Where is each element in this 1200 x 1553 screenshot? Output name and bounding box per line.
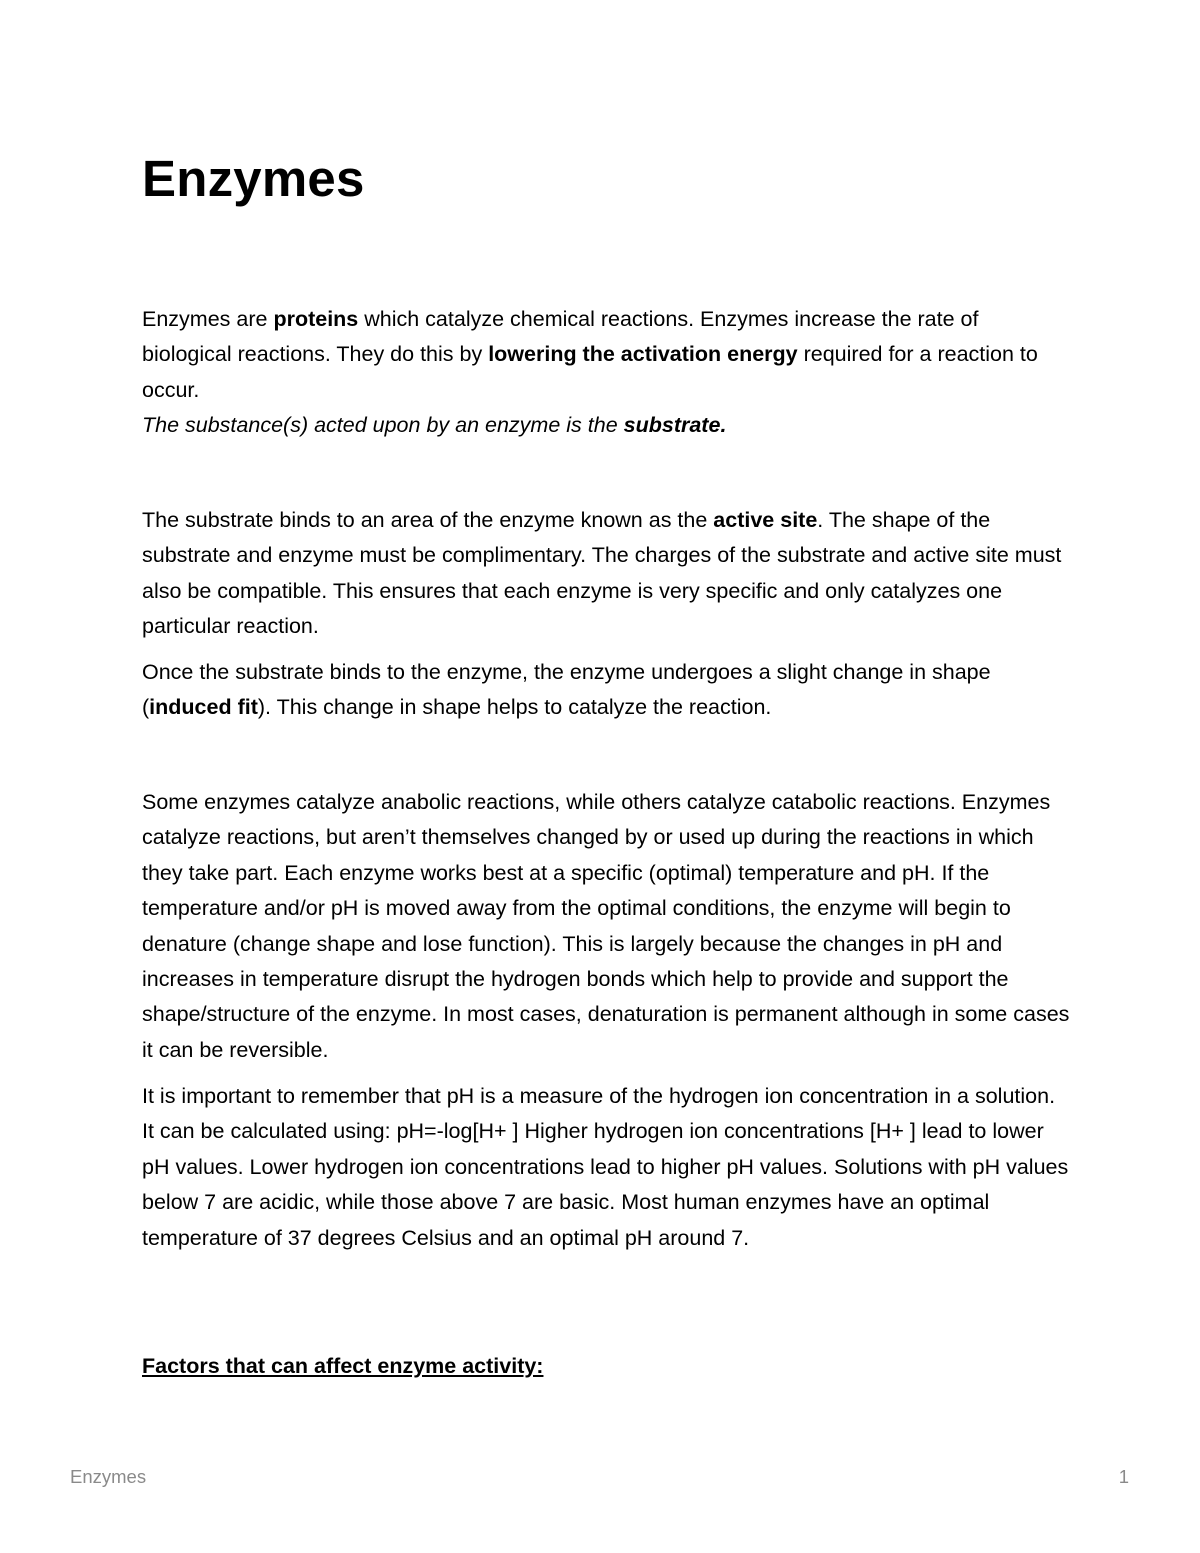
paragraph-substrate-definition <box>142 408 1072 443</box>
active-site-text-1: The substrate binds to an area of the enzyme known as the <box>142 508 714 532</box>
footer-document-name: Enzymes <box>70 1466 147 1487</box>
substrate-bold: substrate <box>623 413 721 437</box>
induced-fit-text-1: Once the substrate binds to the enzyme, the enzyme undergoes a slight change in shape ( <box>142 660 991 720</box>
paragraph-denaturation: Some enzymes catalyze anabolic reactions, while others catalyze catabolic reactions. Enzymes catalyze reactions, but aren’t themselves changed by or used up during the reactions in which they take part. Each enzyme works best at a specific (optimal) temperature and pH. If the temperature and/or pH is moved away from the optimal conditions, the enzyme will begin to denature (change shape and lose function). This is largely because the changes in pH and increases in temperature disrupt the hydrogen bonds which help to provide and support the shape/structure of the enzyme. In most cases, denaturation is permanent although in some cases it can be reversible. <box>142 790 1070 1062</box>
intro-text-3: required for a reaction to occur. <box>142 342 1038 402</box>
intro-bold-activation-energy: lowering the activation energy <box>488 342 798 367</box>
factors-heading: Factors that can affect enzyme activity: <box>142 1354 544 1378</box>
induced-fit-bold: induced fit <box>149 695 258 720</box>
induced-fit-text-2: ). This change in shape helps to catalyze the reaction. <box>257 695 772 720</box>
paragraph-intro <box>142 302 1072 408</box>
intro-bold-proteins: proteins <box>273 307 359 331</box>
substrate-text-2: . <box>720 413 727 437</box>
intro-text-1: Enzymes are <box>142 307 274 331</box>
paragraph-active-site <box>142 503 1072 645</box>
active-site-text-2: . The shape of the substrate and enzyme must be complimentary. The charges of the substrate and active site must also be compatible. This ensures that each enzyme is very specific and only catalyzes one particular reaction. <box>142 508 1062 639</box>
document-title: Enzymes <box>142 150 365 207</box>
substrate-text-1: The substance(s) acted upon by an enzyme is the <box>142 413 624 437</box>
intro-text-2: which catalyze chemical reactions. Enzymes increase the rate of biological reactions. They do this by <box>142 307 979 367</box>
active-site-bold: active site <box>713 508 818 532</box>
paragraph-induced-fit <box>142 655 1072 726</box>
paragraph-ph: It is important to remember that pH is a measure of the hydrogen ion concentration in a solution. It can be calculated using: pH=-log[H+ ] Higher hydrogen ion concentrations [H+ ] lead to lower pH values. Lower hydrogen ion concentrations lead to higher pH values. Solutions with pH values below 7 are acidic, while those above 7 are basic. Most human enzymes have an optimal temperature of 37 degrees Celsius and an optimal pH around 7. <box>142 1084 1069 1250</box>
footer-page-number: 1 <box>1118 1466 1129 1487</box>
